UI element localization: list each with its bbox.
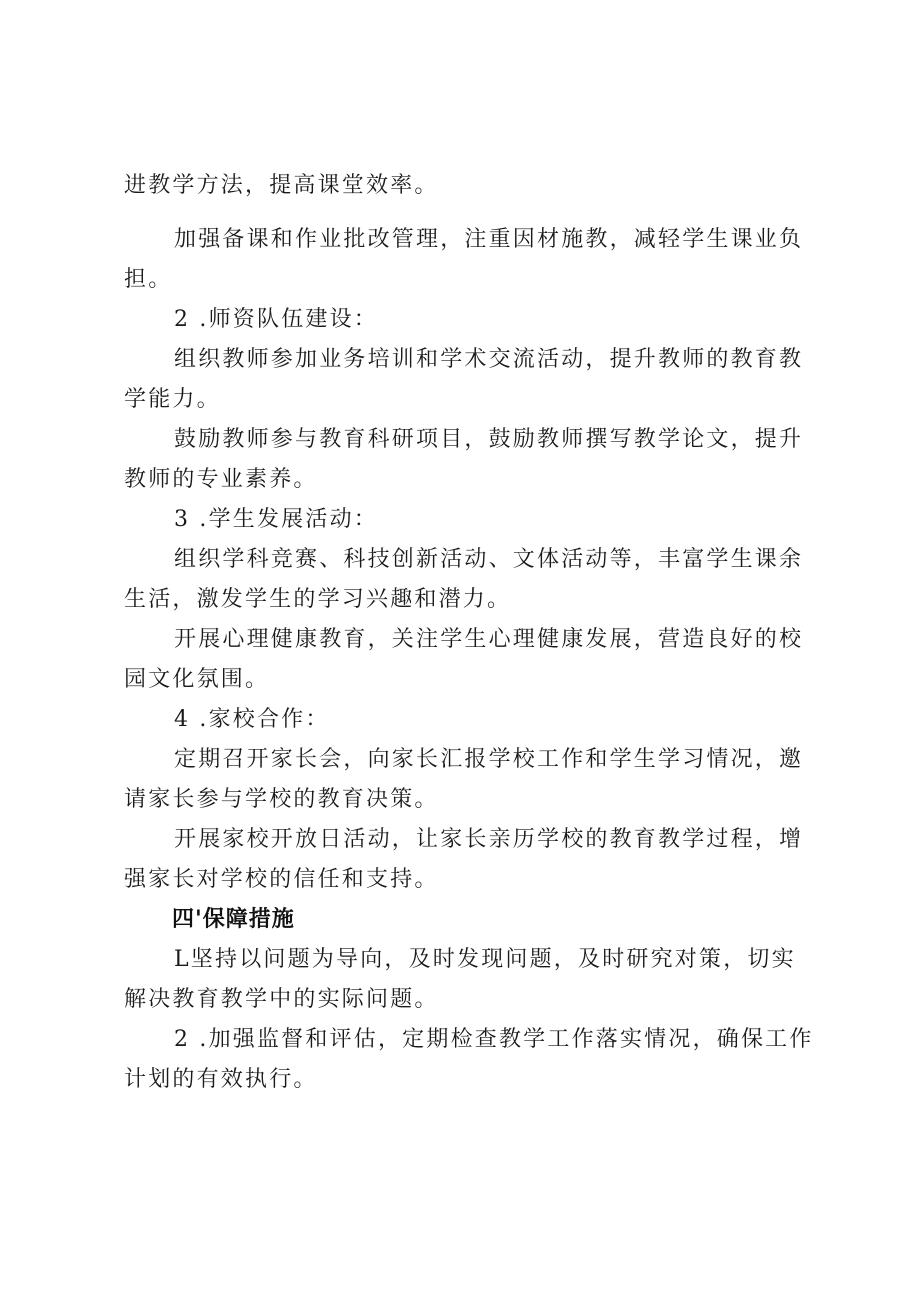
paragraph-parent-meetings: 定期召开家长会，向家长汇报学校工作和学生学习情况，邀请家长参与学校的教育决策。 xyxy=(124,747,804,812)
paragraph-competitions: 组织学科竞赛、科技创新活动、文体活动等，丰富学生课余生活，激发学生的学习兴趣和潜力。 xyxy=(124,547,804,612)
paragraph-open-day: 开展家校开放日活动，让家长亲历学校的教育教学过程，增强家长对学校的信任和支持。 xyxy=(124,827,804,892)
paragraph-teacher-research: 鼓励教师参与教育科研项目，鼓励教师撰写教学论文，提升教师的专业素养。 xyxy=(124,427,804,492)
subheading-teacher-development: 2 .师资队伍建设： xyxy=(174,307,378,332)
paragraph-mental-health: 开展心理健康教育，关注学生心理健康发展，营造良好的校园文化氛围。 xyxy=(124,627,804,692)
paragraph-measure-supervision: 2 .加强监督和评估，定期检查教学工作落实情况，确保工作计划的有效执行。 xyxy=(124,1027,814,1092)
paragraph-teaching-methods-continued: 进教学方法，提高课堂效率。 xyxy=(124,173,439,198)
paragraph-lesson-prep: 加强备课和作业批改管理，注重因材施教，减轻学生课业负担。 xyxy=(124,227,804,292)
subheading-home-school: 4 .家校合作： xyxy=(174,707,330,732)
paragraph-measure-problem-oriented: L坚持以问题为导向，及时发现问题，及时研究对策，切实解决教育教学中的实际问题。 xyxy=(124,947,796,1012)
document-body xyxy=(124,166,814,1100)
section-heading-safeguards: 四'保障措施 xyxy=(172,907,295,932)
paragraph-teacher-training: 组织教师参加业务培训和学术交流活动，提升教师的教育教学能力。 xyxy=(124,347,804,412)
subheading-student-activities: 3 .学生发展活动： xyxy=(174,507,378,532)
